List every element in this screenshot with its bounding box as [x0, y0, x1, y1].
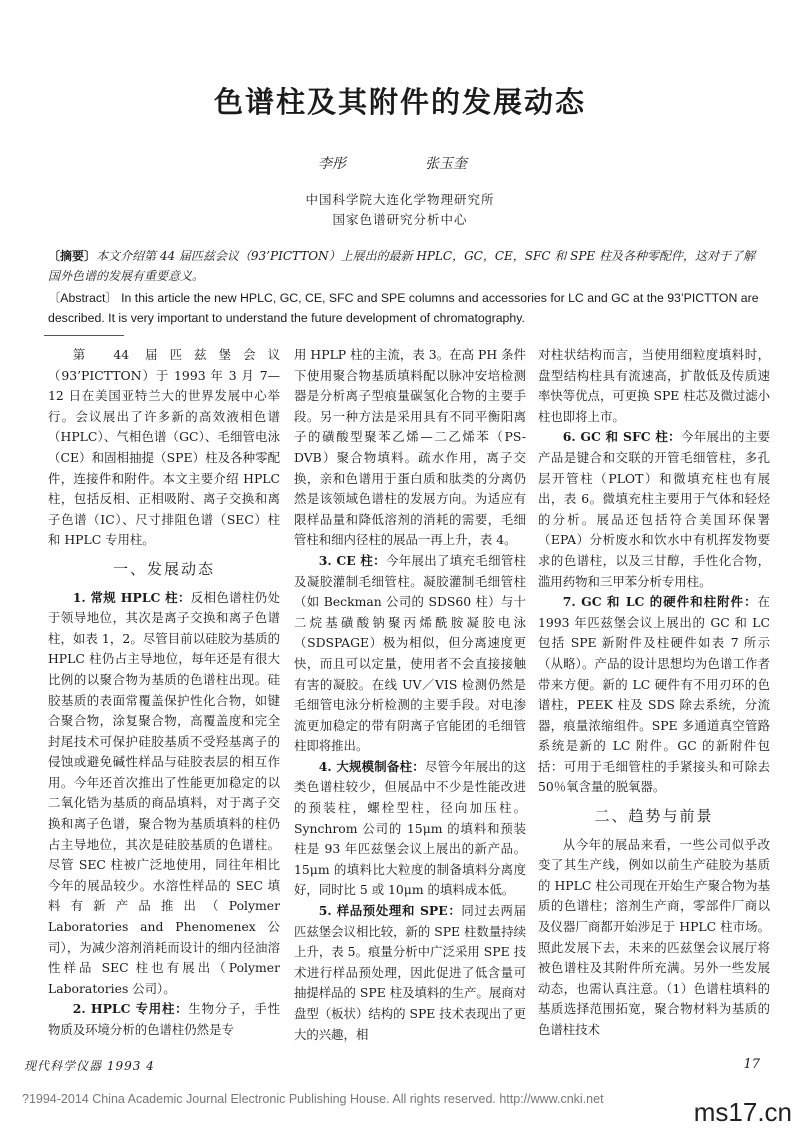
abstract-tag: 〔Abstract〕	[48, 291, 118, 305]
affiliation: 国家色谱研究分析中心	[332, 212, 468, 227]
authors	[0, 153, 800, 173]
watermark: ms17.cn	[693, 1097, 792, 1127]
paragraph-heading: 3. CE 柱：	[318, 552, 386, 568]
paragraph: 6. GC 和 SFC 柱：今年展出的主要产品是键合和交联的开管毛细管柱，多孔层开管柱（PLOT）和微填充柱也有展出，表 6。微填充柱主要用于气体和轻烃的分析。展品还包括符合美国环保署（EPA）分析废水和饮水中有机挥发物要求的色谱柱，以及三甘醇，手性化合物，滥用药物和三甲苯分析专用柱。	[538, 429, 770, 589]
paragraph: 3. CE 柱：今年展出了填充毛细管柱及凝胶灌制毛细管柱。凝胶灌制毛细管柱（如 Beckman 公司的 SDS60 柱）与十二烷基磺酸钠聚丙烯酰胺凝胶电泳（SDSPAGE）极为相似，但分离速度更快，而且可以定量，使用者不会直接接触有害的凝胶。在线 UV／VIS 检测仍然是毛细管电泳分析检测的主要手段。对电渗流更加稳定的带有阴离子官能团的毛细管柱即将推出。	[294, 552, 526, 754]
divider	[44, 335, 124, 336]
abstract-text: In this article the new HPLC, GC, CE, SFC and SPE columns and accessories for LC and GC at the 93’PICTTON are described. It is very important to understand the future development of chromatography.	[48, 291, 759, 325]
author-name: 张玉奎	[425, 156, 467, 172]
paragraph: 2. HPLC 专用柱：生物分子，手性物质及环境分析的色谱柱仍然是专	[48, 1001, 280, 1037]
paragraph: 第 44 届匹兹堡会议（93’PICTTON）于 1993 年 3 月 7—12 日在美国亚特兰大的世界发展中心举行。会议展出了许多新的高效液相色谱（HPLC）、气相色谱（GC）、毛细管电泳（CE）和固相抽提（SPE）柱及各种零配件，连接件和附件。本文主要介绍 HPLC 柱，包括反相、正相吸附、离子交换和离子色谱（IC）、尺寸排阻色谱（SEC）柱和 HPLC 专用柱。	[48, 347, 280, 548]
page-title: 色谱柱及其附件的发展动态	[213, 85, 586, 119]
paragraph: 7. GC 和 LC 的硬件和柱附件：在 1993 年匹兹堡会议上展出的 GC 和 LC 包括 SPE 新附件及柱硬件如表 7 所示（从略）。产品的设计思想均为色谱工作者带来方便。新的 LC 硬件有不用刃环的色谱柱，PEEK 柱及 SDS 除去系统，分流器，痕量浓缩组件。SPE 多通道真空管路系统是新的 LC 附件。GC 的新附件包括：可用于毛细管柱的手紧接头和可除去 50％氧含量的脱氧器。	[538, 594, 770, 795]
section-heading: 二、趋势与前景	[594, 807, 714, 826]
author-name: 李彤	[318, 156, 346, 172]
paragraph: 对柱状结构而言，当使用细粒度填料时，盘型结构柱具有流速高，扩散低及传质速率快等优点，可更换 SPE 柱芯及微过滤小柱也即将上市。	[538, 347, 770, 424]
body-column-2	[294, 345, 526, 1050]
journal-footer: 现代科学仪器 1993 4	[24, 1059, 155, 1073]
paragraph-heading: 5. 样品预处理和 SPE：	[318, 903, 462, 919]
abstract-tag: 〔摘要〕	[48, 249, 97, 263]
abstract-chinese	[48, 246, 760, 286]
body-column-1	[48, 345, 280, 1050]
paragraph: 4. 大规模制备柱：尽管今年展出的这类色谱柱较少，但展品中不少是性能改进的预装柱，螺栓型柱，径向加压柱。Synchrom 公司的 15μm 的填料和预装柱是 93 年匹兹堡会议上展出的新产品。15μm 的填料比大粒度的制备填料分离度好，同时比 5 或 10μm 的填料成本低。	[294, 758, 526, 898]
paragraph: 5. 样品预处理和 SPE：同过去两届匹兹堡会议相比较，新的 SPE 柱数量持续上升，表 5。痕量分析中广泛采用 SPE 技术进行样品预处理，因此促进了低含量可抽提样品的 SPE 柱及填料的生产。展商对盘型（板状）结构的 SPE 技术表现出了更大的兴趣，相	[294, 903, 526, 1042]
section-heading: 一、发展动态	[112, 559, 215, 578]
copyright-line: ?1994-2014 China Academic Journal Electronic Publishing House. All rights reserved. http://www.cnki.net	[22, 1092, 604, 1106]
abstract-english	[48, 288, 760, 328]
paragraph-heading: 2. HPLC 专用柱：	[72, 1001, 189, 1017]
paragraph: 用 HPLP 柱的主流，表 3。在高 PH 条件下使用聚合物基质填料配以脉冲安培检测器是分析离子型痕量碳氢化合物的主要手段。另一种方法是采用具有不同平衡阳离子的磺酸型聚苯乙烯—二乙烯苯（PS-DVB）聚合物填料。疏水作用，离子交换，亲和色谱用于蛋白质和肽类的分离仍然是该领域色谱柱的发展方向。为适应有限样品量和降低溶剂的消耗的需要，毛细管柱和细内径柱的展品一再上升，表 4。	[294, 347, 526, 548]
affiliation: 中国科学院大连化学物理研究所	[305, 192, 495, 207]
paragraph: 从今年的展品来看，一些公司似乎改变了其生产线，例如以前生产硅胶为基质的 HPLC 柱公司现在开始生产聚合物为基质的色谱柱；溶剂生产商，零部件厂商以及仪器厂商都开始涉足于 HPLC 柱市场。照此发展下去，未来的匹兹堡会议展厅将被色谱柱及其附件所充满。另外一些发展动态，也需认真注意。（1）色谱柱填料的基质选择范围拓宽，聚合物材料为基质的色谱柱技术	[538, 836, 770, 1037]
page-number: 17	[743, 1057, 760, 1072]
paragraph-heading: 1. 常规 HPLC 柱：	[72, 589, 191, 605]
paragraph-heading: 6. GC 和 SFC 柱：	[562, 429, 681, 445]
paragraph-heading: 7. GC 和 LC 的硬件和柱附件：	[562, 594, 758, 610]
paragraph-heading: 4. 大规模制备柱：	[318, 758, 425, 774]
abstract-text: 本文介绍第 44 届匹兹会议（93’PICTTON）上展出的最新 HPLC，GC，CE，SFC 和 SPE 柱及各种零配件，这对于了解国外色谱的发展有重要意义。	[48, 249, 756, 283]
body-column-3	[538, 345, 770, 1050]
paragraph: 1. 常规 HPLC 柱：反相色谱柱仍处于领导地位，其次是离子交换和离子色谱柱，如表 1，2。尽管目前以硅胶为基质的 HPLC 柱仍占主导地位，每年还是有很大比例的以聚合物为基质的色谱柱出现。硅胶基质的表面常覆盖保护性化合物，如键合聚合物，涂复聚合物，高覆盖度和完全封尾技术可保护硅胶基质不受羟基离子的侵蚀或避免碱性样品与硅胶表层的相互作用。今年还首次推出了性能更加稳定的以二氧化锆为基质的商品填料，对于离子交换和离子色谱，聚合物为基质填料的柱仍占主导地位，其次是硅胶基质的色谱柱。尽管 SEC 柱被广泛地使用，同往年相比今年的展品较少。水溶性样品的 SEC 填料有新产品推出（Polymer Laboratories and Phenomenex 公司），为减少溶剂消耗而设计的细内径油溶性样品 SEC 柱也有展出（Polymer Laboratories 公司）。	[48, 589, 280, 996]
